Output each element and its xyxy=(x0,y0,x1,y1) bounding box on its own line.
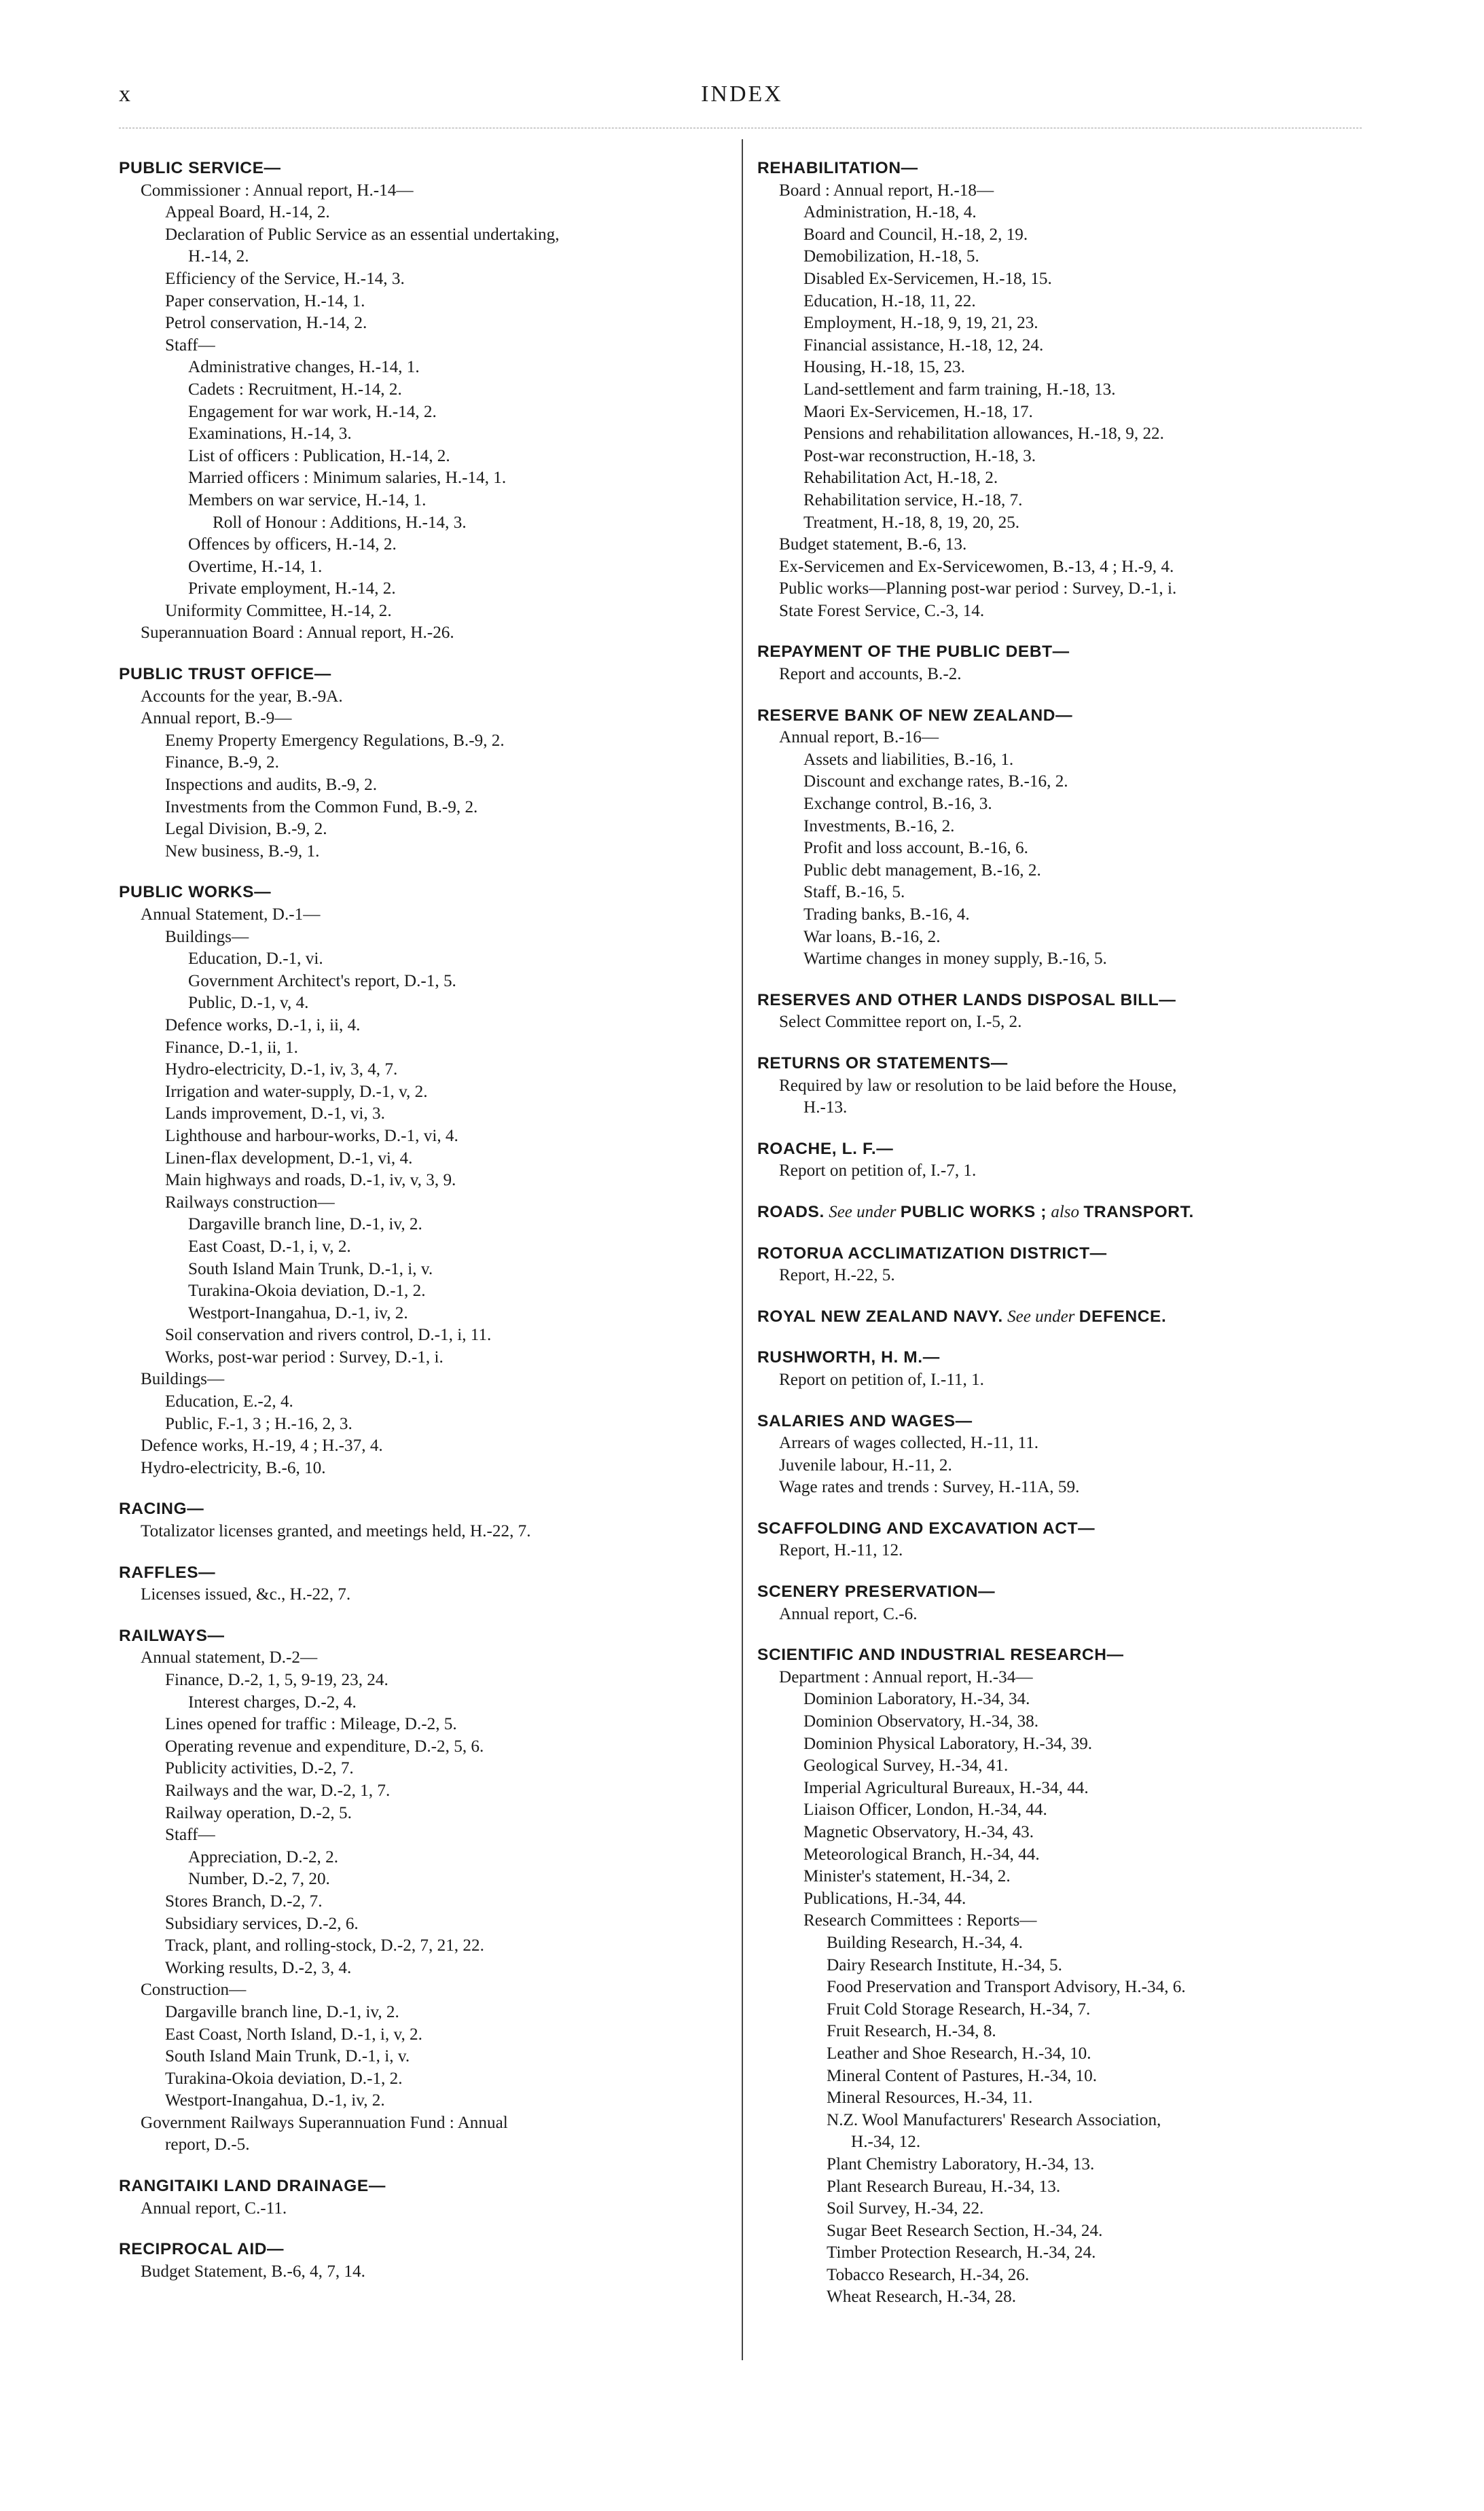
index-entry: Department : Annual report, H.-34— xyxy=(779,1667,1033,1686)
index-entry: Discount and exchange rates, B.-16, 2. xyxy=(803,772,1068,791)
index-entry: Disabled Ex-Servicemen, H.-18, 15. xyxy=(803,269,1052,288)
index-entry: Education, D.-1, vi. xyxy=(188,950,323,969)
index-heading: SALARIES AND WAGES— xyxy=(757,1411,973,1430)
index-entry: Minister's statement, H.-34, 2. xyxy=(803,1867,1011,1886)
index-entry: Timber Protection Research, H.-34, 24. xyxy=(827,2243,1096,2262)
page-number: x xyxy=(119,82,131,107)
cross-reference-target: PUBLIC WORKS ; xyxy=(900,1202,1047,1221)
index-entry: Required by law or resolution to be laid before the House, xyxy=(779,1076,1177,1095)
index-heading xyxy=(757,1306,1372,1329)
index-entry: Housing, H.-18, 15, 23. xyxy=(803,358,965,377)
index-entry: Land-settlement and farm training, H.-18, 13. xyxy=(803,380,1116,399)
index-entry: Irrigation and water-supply, D.-1, v, 2. xyxy=(165,1082,428,1101)
index-entry: Working results, D.-2, 3, 4. xyxy=(165,1958,352,1977)
index-heading: RAILWAYS— xyxy=(119,1626,225,1645)
index-entry: Public, D.-1, v, 4. xyxy=(188,994,309,1013)
index-entry: State Forest Service, C.-3, 14. xyxy=(779,601,985,620)
index-entry: Publicity activities, D.-2, 7. xyxy=(165,1759,354,1778)
index-entry: Appreciation, D.-2, 2. xyxy=(188,1847,339,1866)
index-entry: Inspections and audits, B.-9, 2. xyxy=(165,776,378,795)
index-entry: Report, H.-11, 12. xyxy=(779,1541,903,1560)
index-entry: Paper conservation, H.-14, 1. xyxy=(165,291,365,310)
also-label: also xyxy=(1051,1202,1080,1221)
index-entry: Petrol conservation, H.-14, 2. xyxy=(165,314,367,333)
index-entry: Stores Branch, D.-2, 7. xyxy=(165,1892,323,1911)
index-entry: Operating revenue and expenditure, D.-2, 5, 6. xyxy=(165,1737,484,1756)
index-entry: Finance, D.-2, 1, 5, 9-19, 23, 24. xyxy=(165,1671,388,1689)
index-entry: Staff— xyxy=(165,1826,215,1845)
index-entry: Westport-Inangahua, D.-1, iv, 2. xyxy=(165,2091,385,2110)
index-entry: Budget statement, B.-6, 13. xyxy=(779,535,967,554)
index-entry: Lighthouse and harbour-works, D.-1, vi, 4. xyxy=(165,1126,458,1145)
index-entry: Wage rates and trends : Survey, H.-11A, 59. xyxy=(779,1478,1080,1497)
column-divider xyxy=(742,139,743,2360)
index-entry: Imperial Agricultural Bureaux, H.-34, 44. xyxy=(803,1778,1089,1797)
index-entry: Buildings— xyxy=(165,927,249,946)
index-entry: Licenses issued, &c., H.-22, 7. xyxy=(141,1585,351,1604)
index-entry: Public, F.-1, 3 ; H.-16, 2, 3. xyxy=(165,1414,352,1433)
index-entry: Railways construction— xyxy=(165,1193,335,1212)
index-entry: Geological Survey, H.-34, 41. xyxy=(803,1756,1009,1775)
index-entry: report, D.-5. xyxy=(165,2135,250,2154)
index-entry: Education, E.-2, 4. xyxy=(165,1392,293,1411)
index-entry: Overtime, H.-14, 1. xyxy=(188,557,323,576)
index-entry: Turakina-Okoia deviation, D.-1, 2. xyxy=(188,1282,426,1301)
index-heading xyxy=(757,1202,1372,1224)
index-entry: Legal Division, B.-9, 2. xyxy=(165,820,327,839)
index-entry: Staff— xyxy=(165,336,215,355)
index-entry: Appeal Board, H.-14, 2. xyxy=(165,203,330,222)
index-entry: Magnetic Observatory, H.-34, 43. xyxy=(803,1823,1034,1841)
page-header xyxy=(119,82,1365,122)
index-entry: Number, D.-2, 7, 20. xyxy=(188,1870,330,1889)
index-entry: Report on petition of, I.-7, 1. xyxy=(779,1161,977,1180)
index-entry: List of officers : Publication, H.-14, 2. xyxy=(188,446,450,465)
index-entry: Report and accounts, B.-2. xyxy=(779,665,962,684)
left-column xyxy=(119,158,730,2283)
index-entry: Treatment, H.-18, 8, 19, 20, 25. xyxy=(803,513,1020,532)
index-entry: Board and Council, H.-18, 2, 19. xyxy=(803,225,1028,244)
index-entry: Pensions and rehabilitation allowances, H.-18, 9, 22. xyxy=(803,424,1164,444)
index-entry: Engagement for war work, H.-14, 2. xyxy=(188,402,437,421)
index-entry: Administration, H.-18, 4. xyxy=(803,203,977,222)
index-heading: PUBLIC TRUST OFFICE— xyxy=(119,665,331,684)
see-under-label: See under xyxy=(1007,1307,1075,1326)
index-entry: Works, post-war period : Survey, D.-1, i. xyxy=(165,1348,444,1367)
index-entry: Finance, B.-9, 2. xyxy=(165,753,279,772)
index-entry: Plant Research Bureau, H.-34, 13. xyxy=(827,2177,1061,2196)
index-entry: Totalizator licenses granted, and meetings held, H.-22, 7. xyxy=(141,1522,531,1541)
index-entry: Hydro-electricity, B.-6, 10. xyxy=(141,1458,326,1477)
index-entry: Dairy Research Institute, H.-34, 5. xyxy=(827,1955,1062,1974)
index-entry: Select Committee report on, I.-5, 2. xyxy=(779,1013,1022,1032)
index-entry: Building Research, H.-34, 4. xyxy=(827,1933,1023,1952)
index-heading: SCIENTIFIC AND INDUSTRIAL RESEARCH— xyxy=(757,1646,1124,1665)
index-entry: East Coast, North Island, D.-1, i, v, 2. xyxy=(165,2025,422,2044)
index-entry: Soil conservation and rivers control, D.-1, i, 11. xyxy=(165,1326,492,1345)
index-heading: SCAFFOLDING AND EXCAVATION ACT— xyxy=(757,1519,1096,1538)
index-entry: Married officers : Minimum salaries, H.-14, 1. xyxy=(188,469,507,488)
index-heading: RETURNS OR STATEMENTS— xyxy=(757,1053,1008,1072)
index-entry: Construction— xyxy=(141,1981,247,2000)
index-entry: Defence works, D.-1, i, ii, 4. xyxy=(165,1015,361,1034)
index-entry: Declaration of Public Service as an essential undertaking, xyxy=(165,225,560,244)
index-heading-text: ROADS. xyxy=(757,1202,825,1221)
index-entry: Liaison Officer, London, H.-34, 44. xyxy=(803,1801,1047,1820)
index-heading: RESERVES AND OTHER LANDS DISPOSAL BILL— xyxy=(757,990,1176,1009)
index-entry: Ex-Servicemen and Ex-Servicewomen, B.-13, 4 ; H.-9, 4. xyxy=(779,557,1174,576)
index-heading-text: ROYAL NEW ZEALAND NAVY. xyxy=(757,1307,1003,1326)
index-entry: Government Architect's report, D.-1, 5. xyxy=(188,971,456,990)
index-entry: Administrative changes, H.-14, 1. xyxy=(188,358,420,377)
index-entry: Research Committees : Reports— xyxy=(803,1911,1037,1930)
index-entry: New business, B.-9, 1. xyxy=(165,842,320,861)
index-entry: Wartime changes in money supply, B.-16, 5. xyxy=(803,950,1107,969)
index-entry: South Island Main Trunk, D.-1, i, v. xyxy=(188,1259,433,1278)
index-entry: Trading banks, B.-16, 4. xyxy=(803,905,970,924)
index-entry: Main highways and roads, D.-1, iv, v, 3, 9. xyxy=(165,1171,456,1190)
index-entry: Report, H.-22, 5. xyxy=(779,1266,895,1285)
index-entry: Offences by officers, H.-14, 2. xyxy=(188,535,397,554)
index-entry: Annual report, C.-11. xyxy=(141,2199,287,2218)
index-heading: REHABILITATION— xyxy=(757,159,918,177)
index-entry: Commissioner : Annual report, H.-14— xyxy=(141,181,414,200)
index-entry: Report on petition of, I.-11, 1. xyxy=(779,1370,984,1389)
index-heading: RAFFLES— xyxy=(119,1563,216,1582)
page-title: INDEX xyxy=(701,82,783,107)
index-entry: Efficiency of the Service, H.-14, 3. xyxy=(165,269,405,288)
index-entry: Linen-flax development, D.-1, vi, 4. xyxy=(165,1149,413,1168)
right-column xyxy=(757,158,1372,2309)
index-entry: Sugar Beet Research Section, H.-34, 24. xyxy=(827,2221,1103,2240)
index-entry: Wheat Research, H.-34, 28. xyxy=(827,2288,1017,2307)
index-heading: PUBLIC SERVICE— xyxy=(119,159,281,177)
index-entry: Finance, D.-1, ii, 1. xyxy=(165,1038,298,1057)
index-entry: Public works—Planning post-war period : Survey, D.-1, i. xyxy=(779,579,1177,598)
index-entry: Dominion Observatory, H.-34, 38. xyxy=(803,1712,1039,1731)
index-entry: Defence works, H.-19, 4 ; H.-37, 4. xyxy=(141,1437,383,1456)
index-entry: Mineral Content of Pastures, H.-34, 10. xyxy=(827,2066,1098,2085)
index-entry: Publications, H.-34, 44. xyxy=(803,1889,966,1908)
index-entry: H.-14, 2. xyxy=(188,247,249,266)
cross-reference-target: DEFENCE. xyxy=(1079,1307,1167,1326)
index-entry: N.Z. Wool Manufacturers' Research Association, xyxy=(827,2110,1161,2129)
index-entry: Railways and the war, D.-2, 1, 7. xyxy=(165,1781,391,1800)
index-entry: Interest charges, D.-2, 4. xyxy=(188,1693,357,1712)
index-entry: Annual report, B.-9— xyxy=(141,709,292,728)
index-entry: East Coast, D.-1, i, v, 2. xyxy=(188,1237,351,1256)
index-heading: SCENERY PRESERVATION— xyxy=(757,1583,996,1602)
index-entry: Hydro-electricity, D.-1, iv, 3, 4, 7. xyxy=(165,1060,398,1079)
index-entry: Profit and loss account, B.-16, 6. xyxy=(803,839,1028,858)
index-entry: Rehabilitation service, H.-18, 7. xyxy=(803,490,1023,509)
index-entry: Turakina-Okoia deviation, D.-1, 2. xyxy=(165,2069,403,2088)
index-entry: Demobilization, H.-18, 5. xyxy=(803,247,979,266)
index-heading: RECIPROCAL AID— xyxy=(119,2240,285,2259)
index-entry: Meteorological Branch, H.-34, 44. xyxy=(803,1845,1040,1864)
index-entry: Soil Survey, H.-34, 22. xyxy=(827,2199,984,2218)
index-entry: Leather and Shoe Research, H.-34, 10. xyxy=(827,2044,1091,2063)
index-entry: Enemy Property Emergency Regulations, B.-9, 2. xyxy=(165,731,505,750)
index-entry: Annual Statement, D.-1— xyxy=(141,905,321,924)
index-entry: Food Preservation and Transport Advisory, H.-34, 6. xyxy=(827,1978,1186,1997)
index-entry: Members on war service, H.-14, 1. xyxy=(188,490,427,509)
index-heading: REPAYMENT OF THE PUBLIC DEBT— xyxy=(757,643,1070,662)
index-entry: War loans, B.-16, 2. xyxy=(803,927,941,946)
index-entry: Assets and liabilities, B.-16, 1. xyxy=(803,750,1014,769)
index-entry: Subsidiary services, D.-2, 6. xyxy=(165,1914,359,1933)
index-entry: Cadets : Recruitment, H.-14, 2. xyxy=(188,380,402,399)
index-entry: Annual report, C.-6. xyxy=(779,1604,918,1623)
cross-reference-target: TRANSPORT. xyxy=(1083,1202,1194,1221)
index-entry: Rehabilitation Act, H.-18, 2. xyxy=(803,469,998,488)
index-entry: Lines opened for traffic : Mileage, D.-2, 5. xyxy=(165,1715,457,1734)
index-entry: Financial assistance, H.-18, 12, 24. xyxy=(803,336,1044,355)
index-entry: Track, plant, and rolling-stock, D.-2, 7, 21, 22. xyxy=(165,1936,484,1955)
index-entry: Accounts for the year, B.-9A. xyxy=(141,687,343,706)
index-heading: RESERVE BANK OF NEW ZEALAND— xyxy=(757,706,1073,725)
index-entry: Dominion Laboratory, H.-34, 34. xyxy=(803,1690,1030,1709)
index-entry: Exchange control, B.-16, 3. xyxy=(803,795,992,814)
index-entry: Post-war reconstruction, H.-18, 3. xyxy=(803,446,1036,465)
index-entry: Buildings— xyxy=(141,1370,225,1389)
index-entry: Investments, B.-16, 2. xyxy=(803,816,955,835)
index-heading: RANGITAIKI LAND DRAINAGE— xyxy=(119,2177,386,2196)
index-entry: Annual report, B.-16— xyxy=(779,728,939,747)
index-heading: RUSHWORTH, H. M.— xyxy=(757,1348,940,1367)
index-entry: Maori Ex-Servicemen, H.-18, 17. xyxy=(803,402,1033,421)
index-entry: Dominion Physical Laboratory, H.-34, 39. xyxy=(803,1734,1093,1753)
index-entry: Investments from the Common Fund, B.-9, 2. xyxy=(165,797,478,816)
index-entry: Public debt management, B.-16, 2. xyxy=(803,861,1041,880)
index-entry: H.-34, 12. xyxy=(851,2133,921,2152)
index-entry: H.-13. xyxy=(803,1098,848,1117)
index-entry: Lands improvement, D.-1, vi, 3. xyxy=(165,1104,385,1123)
index-entry: Fruit Research, H.-34, 8. xyxy=(827,2022,996,2041)
index-entry: Roll of Honour : Additions, H.-14, 3. xyxy=(213,513,467,532)
index-entry: Employment, H.-18, 9, 19, 21, 23. xyxy=(803,314,1038,333)
index-entry: Private employment, H.-14, 2. xyxy=(188,579,396,598)
index-entry: Government Railways Superannuation Fund : Annual xyxy=(141,2113,508,2132)
index-entry: Railway operation, D.-2, 5. xyxy=(165,1803,352,1822)
index-entry: Plant Chemistry Laboratory, H.-34, 13. xyxy=(827,2154,1095,2173)
index-heading: ROTORUA ACCLIMATIZATION DISTRICT— xyxy=(757,1244,1107,1263)
index-entry: Annual statement, D.-2— xyxy=(141,1648,318,1667)
index-entry: Dargaville branch line, D.-1, iv, 2. xyxy=(165,2002,399,2021)
index-heading: RACING— xyxy=(119,1500,204,1519)
index-entry: Arrears of wages collected, H.-11, 11. xyxy=(779,1434,1039,1453)
index-heading: ROACHE, L. F.— xyxy=(757,1139,894,1158)
index-entry: Fruit Cold Storage Research, H.-34, 7. xyxy=(827,2000,1091,2019)
index-entry: Superannuation Board : Annual report, H.-26. xyxy=(141,624,454,643)
index-entry: Board : Annual report, H.-18— xyxy=(779,181,994,200)
index-entry: Education, H.-18, 11, 22. xyxy=(803,291,976,310)
index-entry: Uniformity Committee, H.-14, 2. xyxy=(165,601,392,620)
index-entry: Budget Statement, B.-6, 4, 7, 14. xyxy=(141,2262,365,2281)
index-entry: Westport-Inangahua, D.-1, iv, 2. xyxy=(188,1303,408,1322)
see-under-label: See under xyxy=(829,1202,897,1221)
index-entry: Mineral Resources, H.-34, 11. xyxy=(827,2089,1033,2108)
index-entry: Tobacco Research, H.-34, 26. xyxy=(827,2265,1030,2284)
index-entry: South Island Main Trunk, D.-1, i, v. xyxy=(165,2047,410,2066)
index-entry: Staff, B.-16, 5. xyxy=(803,883,905,902)
index-entry: Examinations, H.-14, 3. xyxy=(188,424,352,444)
index-entry: Juvenile labour, H.-11, 2. xyxy=(779,1456,952,1475)
index-entry: Dargaville branch line, D.-1, iv, 2. xyxy=(188,1215,422,1234)
index-heading: PUBLIC WORKS— xyxy=(119,883,272,902)
